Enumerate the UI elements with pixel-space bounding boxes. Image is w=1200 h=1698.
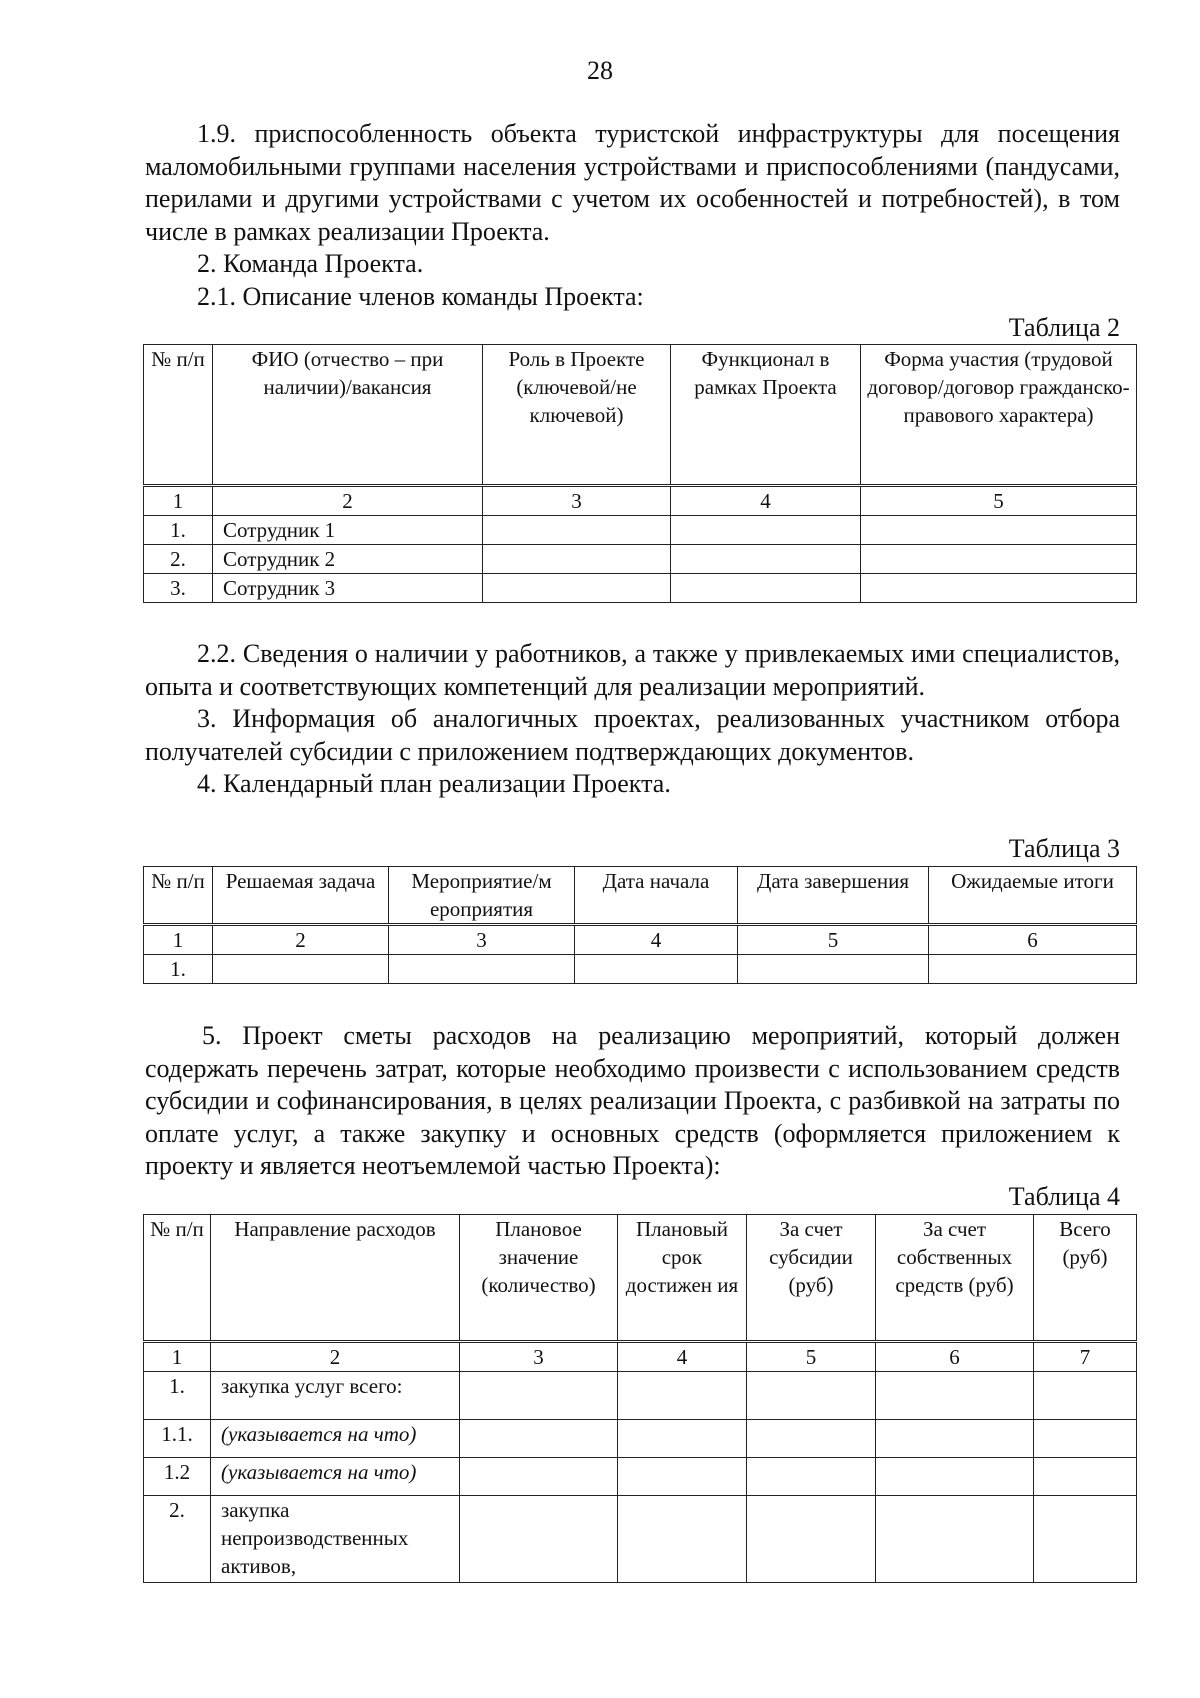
empty-cell xyxy=(876,1496,1034,1583)
table3 xyxy=(143,866,1137,984)
table3-header-num: № п/п xyxy=(144,867,213,925)
table-row xyxy=(144,1372,1137,1420)
empty-cell xyxy=(876,1372,1034,1420)
paragraph-3: 3. Информация об аналогичных проектах, реализованных участником отбора получателей субсидии с приложением подтверждающих документов. xyxy=(145,704,1120,766)
empty-cell xyxy=(1034,1372,1137,1420)
paragraph-1-9: 1.9. приспособленность объекта туристской инфраструктуры для посещения маломобильными группами населения устройствами и приспособлениями (пандусами, перилами и другими устройствами с учетом их особенностей и потребностей), в том числе в рамках реализации Проекта. xyxy=(145,119,1120,246)
empty-cell xyxy=(460,1372,618,1420)
table3-colnum: 6 xyxy=(929,925,1137,955)
table3-colnum: 4 xyxy=(575,925,738,955)
table-row xyxy=(144,545,1137,574)
table2-caption: Таблица 2 xyxy=(1008,313,1120,342)
empty-cell xyxy=(460,1458,618,1496)
empty-cell xyxy=(876,1420,1034,1458)
table4 xyxy=(143,1214,1137,1583)
table2-header-form: Форма участия (трудовой договор/договор гражданско-правового характера) xyxy=(861,345,1137,486)
table3-header-event: Мероприятие/м ероприятия xyxy=(389,867,575,925)
table3-header-start: Дата начала xyxy=(575,867,738,925)
table4-colnum: 1 xyxy=(144,1342,211,1372)
table2 xyxy=(143,344,1137,603)
empty-cell xyxy=(861,574,1137,603)
table3-header-results: Ожидаемые итоги xyxy=(929,867,1137,925)
empty-cell xyxy=(747,1496,876,1583)
empty-cell xyxy=(618,1496,747,1583)
employee-name: Сотрудник 1 xyxy=(213,516,483,545)
empty-cell xyxy=(483,516,671,545)
table4-header-direction: Направление расходов xyxy=(211,1215,460,1342)
empty-cell xyxy=(618,1420,747,1458)
empty-cell xyxy=(738,955,929,984)
empty-cell xyxy=(575,955,738,984)
table2-header-function: Функционал в рамках Проекта xyxy=(671,345,861,486)
empty-cell xyxy=(460,1420,618,1458)
table3-header-task: Решаемая задача xyxy=(213,867,389,925)
empty-cell xyxy=(1034,1458,1137,1496)
section-2-2 xyxy=(145,638,1120,801)
empty-cell xyxy=(1034,1496,1137,1583)
empty-cell xyxy=(671,545,861,574)
row-num: 2. xyxy=(144,1496,211,1583)
row-num: 1. xyxy=(144,516,213,545)
table3-colnum: 2 xyxy=(213,925,389,955)
empty-cell xyxy=(747,1420,876,1458)
table-row xyxy=(144,516,1137,545)
table4-colnum: 2 xyxy=(211,1342,460,1372)
table3-header-row xyxy=(144,867,1137,925)
table4-header-num: № п/п xyxy=(144,1215,211,1342)
empty-cell xyxy=(861,545,1137,574)
employee-name: Сотрудник 3 xyxy=(213,574,483,603)
row-num: 1.2 xyxy=(144,1458,211,1496)
expense-direction: закупка непроизводственных активов, xyxy=(211,1496,460,1583)
table4-header-subsidy: За счет субсидии (руб) xyxy=(747,1215,876,1342)
page-number: 28 xyxy=(587,56,613,85)
empty-cell xyxy=(618,1458,747,1496)
table4-number-row xyxy=(144,1342,1137,1372)
employee-name: Сотрудник 2 xyxy=(213,545,483,574)
table-row xyxy=(144,574,1137,603)
table4-colnum: 6 xyxy=(876,1342,1034,1372)
empty-cell xyxy=(747,1458,876,1496)
table4-colnum: 3 xyxy=(460,1342,618,1372)
table2-number-row xyxy=(144,486,1137,516)
table4-caption: Таблица 4 xyxy=(1008,1182,1120,1211)
table-row xyxy=(144,1420,1137,1458)
row-num: 3. xyxy=(144,574,213,603)
empty-cell xyxy=(1034,1420,1137,1458)
table4-colnum: 5 xyxy=(747,1342,876,1372)
table3-header-end: Дата завершения xyxy=(738,867,929,925)
empty-cell xyxy=(671,516,861,545)
paragraph-5: 5. Проект сметы расходов на реализацию мероприятий, который должен содержать перечень затрат, которые необходимо произвести с использованием средств субсидии и софинансирования, в целях реализации Проекта, с разбивкой на затраты по оплате услуг, а также закупку и основных средств (оформляется приложением к проекту и является неотъемлемой частью Проекта): xyxy=(145,1021,1120,1181)
table-row xyxy=(144,1496,1137,1583)
table3-colnum: 3 xyxy=(389,925,575,955)
paragraph-4: 4. Календарный план реализации Проекта. xyxy=(197,769,671,799)
row-num: 1. xyxy=(144,955,213,984)
expense-direction: (указывается на что) xyxy=(211,1458,460,1496)
table3-number-row xyxy=(144,925,1137,955)
paragraph-2-1: 2.1. Описание членов команды Проекта: xyxy=(197,281,644,311)
table4-header-planned-value: Плановое значение (количество) xyxy=(460,1215,618,1342)
empty-cell xyxy=(213,955,389,984)
empty-cell xyxy=(483,545,671,574)
paragraph-2-2: 2.2. Сведения о наличии у работников, а также у привлекаемых ими специалистов, опыта и соответствующих компетенций для реализации мероприятий. xyxy=(145,639,1120,701)
table4-header-planned-term: Плановый срок достижен ия xyxy=(618,1215,747,1342)
table2-colnum: 4 xyxy=(671,486,861,516)
empty-cell xyxy=(483,574,671,603)
table2-colnum: 1 xyxy=(144,486,213,516)
expense-direction: (указывается на что) xyxy=(211,1420,460,1458)
expense-direction: закупка услуг всего: xyxy=(211,1372,460,1420)
table3-caption: Таблица 3 xyxy=(1008,834,1120,863)
table3-colnum: 5 xyxy=(738,925,929,955)
table2-header-num: № п/п xyxy=(144,345,213,486)
table-row xyxy=(144,955,1137,984)
table3-colnum: 1 xyxy=(144,925,213,955)
table4-header-row xyxy=(144,1215,1137,1342)
empty-cell xyxy=(876,1458,1034,1496)
section-5 xyxy=(145,1020,1120,1183)
table2-header-role: Роль в Проекте (ключевой/не ключевой) xyxy=(483,345,671,486)
empty-cell xyxy=(861,516,1137,545)
table2-header-row xyxy=(144,345,1137,486)
empty-cell xyxy=(389,955,575,984)
row-num: 1.1. xyxy=(144,1420,211,1458)
table4-header-total: Всего (руб) xyxy=(1034,1215,1137,1342)
empty-cell xyxy=(747,1372,876,1420)
empty-cell xyxy=(671,574,861,603)
table2-header-name: ФИО (отчество – при наличии)/вакансия xyxy=(213,345,483,486)
table4-colnum: 7 xyxy=(1034,1342,1137,1372)
section-1-9 xyxy=(145,118,1120,314)
table2-colnum: 2 xyxy=(213,486,483,516)
row-num: 2. xyxy=(144,545,213,574)
table4-header-own-funds: За счет собственных средств (руб) xyxy=(876,1215,1034,1342)
table2-colnum: 3 xyxy=(483,486,671,516)
table-row xyxy=(144,1458,1137,1496)
paragraph-2: 2. Команда Проекта. xyxy=(197,249,424,279)
table2-colnum: 5 xyxy=(861,486,1137,516)
table4-colnum: 4 xyxy=(618,1342,747,1372)
empty-cell xyxy=(618,1372,747,1420)
empty-cell xyxy=(929,955,1137,984)
row-num: 1. xyxy=(144,1372,211,1420)
empty-cell xyxy=(460,1496,618,1583)
